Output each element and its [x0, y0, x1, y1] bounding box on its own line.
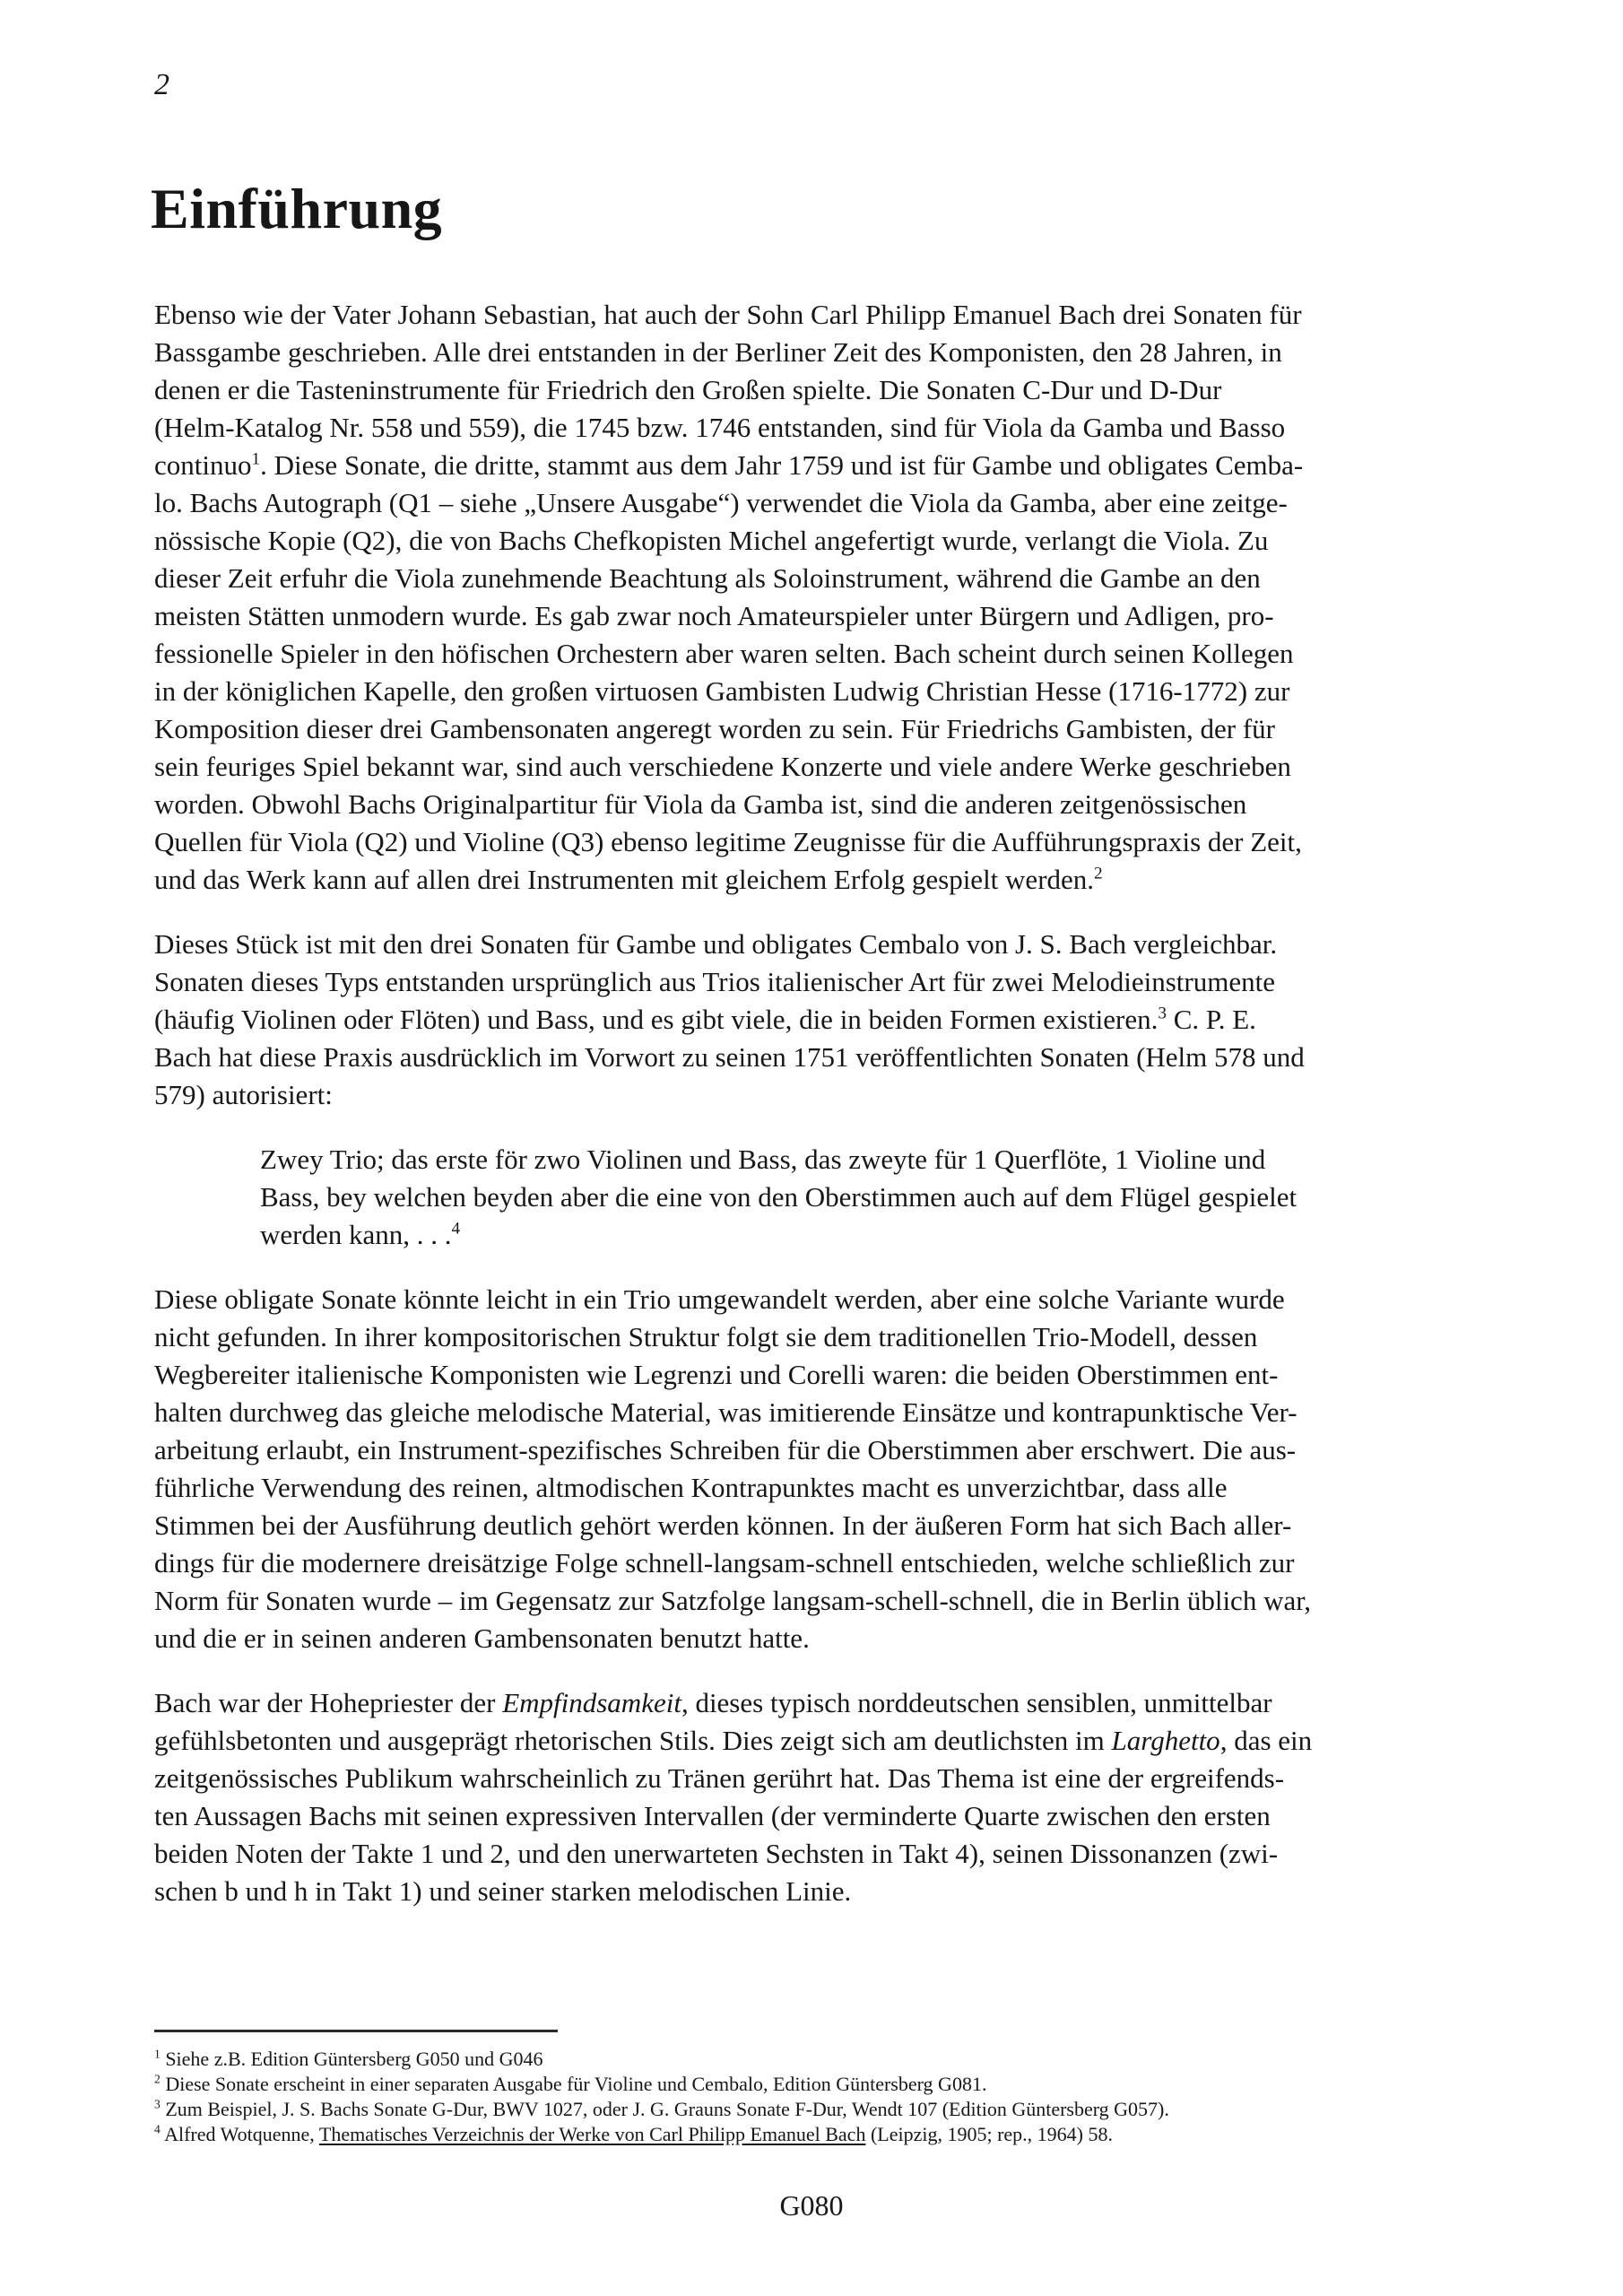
footnote-marker: 1 [154, 2047, 161, 2061]
text-line: halten durchweg das gleiche melodische Material, was imitierende Einsätze und kontrapunktische Ver- [154, 1396, 1298, 1428]
text-line: denen er die Tasteninstrumente für Friedrich den Großen spielte. Die Sonaten C-Dur und D-Dur [154, 374, 1222, 405]
text-line: Wegbereiter italienische Komponisten wie Legrenzi und Corelli waren: die beiden Oberstimmen ent- [154, 1359, 1279, 1390]
text-line: dings für die modernere dreisätzige Folge schnell-langsam-schnell entschieden, welche schließlich zur [154, 1547, 1295, 1578]
text-line: fessionelle Spieler in den höfischen Orchestern aber waren selten. Bach scheint durch seinen Kollegen [154, 638, 1294, 669]
text-line: meisten Stätten unmodern wurde. Es gab zwar noch Amateurspieler unter Bürgern und Adligen, pro- [154, 600, 1274, 631]
text-line: Bach war der Hohepriester der Empfindsamkeit, dieses typisch norddeutschen sensiblen, unmittelbar [154, 1687, 1272, 1718]
text-line: Bassgambe geschrieben. Alle drei entstanden in der Berliner Zeit des Komponisten, den 28 Jahren, in [154, 336, 1282, 368]
text-line: lo. Bachs Autograph (Q1 – siehe „Unsere Ausgabe“) verwendet die Viola da Gamba, aber eine zeitge- [154, 487, 1288, 518]
page-number: 2 [154, 68, 169, 101]
text-line: schen b und h in Takt 1) und seiner starken melodischen Linie. [154, 1875, 852, 1907]
footnote-marker: 2 [154, 2072, 161, 2086]
footnote-marker: 2 [1094, 864, 1103, 883]
paragraph [154, 296, 1499, 899]
footnote-marker: 3 [154, 2097, 161, 2111]
text-line: Komposition dieser drei Gambensonaten angeregt worden zu sein. Für Friedrichs Gambisten, der für [154, 713, 1276, 744]
text-line: Diese obligate Sonate könnte leicht in ein Trio umgewandelt werden, aber eine solche Variante wurde [154, 1283, 1285, 1315]
text-line: Quellen für Viola (Q2) und Violine (Q3) ebenso legitime Zeugnisse für die Aufführungspraxis der Zeit, [154, 826, 1302, 857]
paragraph [154, 1684, 1499, 1910]
text-line: sein feuriges Spiel bekannt war, sind auch verschiedene Konzerte und viele andere Werke geschrieben [154, 751, 1291, 782]
page-title: Einführung [151, 177, 443, 240]
footnote: $^1$ Siehe z.B. Edition Güntersberg G050 und G046 [154, 2047, 543, 2070]
footnote-marker: 1 [251, 449, 261, 469]
block-quote [154, 1141, 1499, 1254]
text-line: Zwey Trio; das erste för zwo Violinen und Bass, das zweyte für 1 Querflöte, 1 Violine und [260, 1144, 1266, 1175]
text-line: arbeitung erlaubt, ein Instrument-spezifisches Schreiben für die Oberstimmen aber erschwert. Die aus- [154, 1434, 1297, 1465]
text-line: nicht gefunden. In ihrer kompositorischen Struktur folgt sie dem traditionellen Trio-Modell, dessen [154, 1321, 1258, 1352]
text-line: zeitgenössisches Publikum wahrscheinlich zu Tränen gerührt hat. Das Thema ist eine der ergreifends- [154, 1762, 1285, 1794]
text-line: continuo$^1$. Diese Sonate, die dritte, stammt aus dem Jahr 1759 und ist für Gambe und obligates Cemba- [154, 449, 1304, 481]
footnote-separator [154, 2030, 558, 2032]
text-line: Norm für Sonaten wurde – im Gegensatz zur Satzfolge langsam-schell-schnell, die in Berlin üblich war, [154, 1585, 1312, 1616]
footnote-marker: 4 [451, 1219, 461, 1239]
text-line: in der königlichen Kapelle, den großen virtuosen Gambisten Ludwig Christian Hesse (1716-1772) zur [154, 675, 1290, 707]
text-line: und die er in seinen anderen Gambensonaten benutzt hatte. [154, 1622, 810, 1654]
footnote: $^2$ Diese Sonate erscheint in einer separaten Ausgabe für Violine und Cembalo, Edition Güntersberg G081. [154, 2072, 987, 2095]
text-line: (Helm-Katalog Nr. 558 und 559), die 1745 bzw. 1746 entstanden, sind für Viola da Gamba und Basso [154, 412, 1286, 443]
footnotes [154, 2047, 1499, 2147]
text-line: beiden Noten der Takte 1 und 2, und den unerwarteten Sechsten in Takt 4), seinen Dissonanzen (zwi- [154, 1838, 1279, 1869]
text-line: 579) autorisiert: [154, 1079, 333, 1110]
underlined-title: Thematisches Verzeichnis der Werke von Carl Philipp Emanuel Bach [318, 2123, 866, 2145]
paragraph [154, 926, 1499, 1114]
text-line: führliche Verwendung des reinen, altmodischen Kontrapunktes macht es unverzichtbar, dass alle [154, 1472, 1228, 1503]
text-line: ten Aussagen Bachs mit seinen expressiven Intervallen (der verminderte Quarte zwischen den ersten [154, 1800, 1271, 1831]
footnote-marker: 3 [1158, 1004, 1167, 1023]
italic-text: Larghetto [1111, 1725, 1220, 1756]
italic-text: Empfindsamkeit [502, 1687, 681, 1718]
text-line: dieser Zeit erfuhr die Viola zunehmende Beachtung als Soloinstrument, während die Gambe an den [154, 562, 1261, 594]
text-line: nössische Kopie (Q2), die von Bachs Chefkopisten Michel angefertigt wurde, verlangt die Viola. Zu [154, 525, 1269, 556]
footer-plate-number: G080 [779, 2189, 844, 2222]
text-line: Bass, bey welchen beyden aber die eine von den Oberstimmen auch auf dem Flügel gespielet [260, 1181, 1298, 1213]
footnote: $^3$ Zum Beispiel, J. S. Bachs Sonate G-Dur, BWV 1027, oder J. G. Grauns Sonate F-Dur, Wendt 107 (Edition Güntersberg G057). [154, 2097, 1169, 2120]
text-line: Bach hat diese Praxis ausdrücklich im Vorwort zu seinen 1751 veröffentlichten Sonaten (Helm 578 und [154, 1041, 1305, 1073]
text-line: und das Werk kann auf allen drei Instrumenten mit gleichem Erfolg gespielt werden.$^2$ [154, 864, 1103, 895]
document-body [154, 296, 1499, 1937]
paragraph [154, 1281, 1499, 1657]
text-line: Ebenso wie der Vater Johann Sebastian, hat auch der Sohn Carl Philipp Emanuel Bach drei Sonaten für [154, 299, 1302, 330]
text-line: Dieses Stück ist mit den drei Sonaten für Gambe und obligates Cembalo von J. S. Bach vergleichbar. [154, 928, 1278, 960]
text-line: Sonaten dieses Typs entstanden ursprünglich aus Trios italienischer Art für zwei Melodieinstrumente [154, 966, 1275, 997]
text-line: worden. Obwohl Bachs Originalpartitur für Viola da Gamba ist, sind die anderen zeitgenössischen [154, 788, 1247, 820]
text-line: (häufig Violinen oder Flöten) und Bass, und es gibt viele, die in beiden Formen existieren.$^3$ C. P. E. [154, 1004, 1256, 1035]
text-line: werden kann, . . .$^4$ [260, 1219, 461, 1250]
text-line: gefühlsbetonten und ausgeprägt rhetorischen Stils. Dies zeigt sich am deutlichsten im Larghetto, das ein [154, 1725, 1313, 1756]
footnote: $^4$ Alfred Wotquenne, Thematisches Verzeichnis der Werke von Carl Philipp Emanuel Bach (Leipzig, 1905; rep., 1964) 58. [154, 2122, 1114, 2145]
text-line: Stimmen bei der Ausführung deutlich gehört werden können. In der äußeren Form hat sich Bach aller- [154, 1509, 1292, 1541]
footnote-marker: 4 [154, 2122, 161, 2136]
